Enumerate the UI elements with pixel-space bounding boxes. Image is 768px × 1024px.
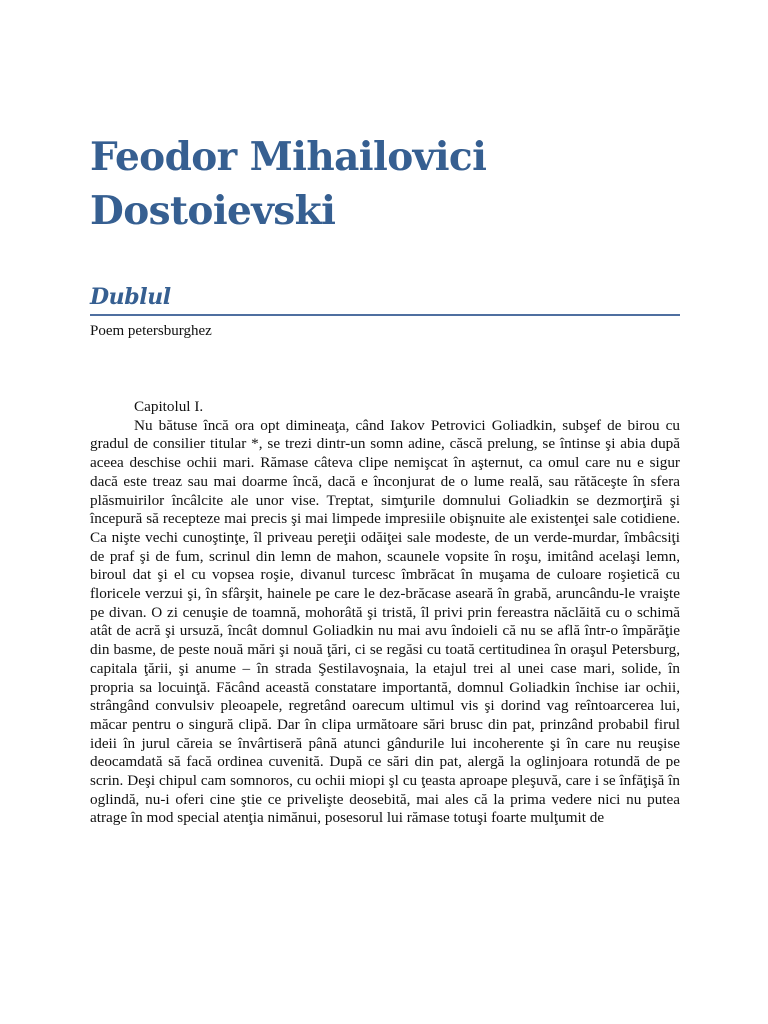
body-paragraph: Nu bătuse încă ora opt dimineaţa, când Iakov Petrovici Goliadkin, subşef de birou cu gradul de consilier titular *, se trezi dintr-un somn adine, căscă prelung, se întinse şi abia după aceea deschise ochii mari. Rămase câteva clipe nemişcat în aşternut, ca omul care nu e sigur dacă este treaz sau mai doarme încă, dacă e înconjurat de o lume reală, sau rătăceşte în sfera plăsmuirilor încâlcite ale unor vise. Treptat, simţurile domnului Goliadkin se dezmorţiră şi începură să recepteze mai precis şi mai limpede impresiile obişnuite ale existenţei sale cotidiene. Ca nişte vechi cunoştinţe, îl priveau pereţii odăiţei sale modeste, de un verde-murdar, îmbâcsiţi de praf şi de fum, scrinul din lemn de mahon, scaunele vopsite în roşu, imitând acelaşi lemn, biroul dat şi el cu vopsea roşie, divanul turcesc îmbrăcat în muşama de culoare roşietică cu floricele verzui şi, în sfârşit, hainele pe care le dez-brăcase aseară în grabă, aruncându-le vraişte pe divan. O zi cenuşie de toamnă, mohorâtă şi tristă, îl privi prin fereastra năclăită cu o schimă atât de acră şi ursuză, încât domnul Goliadkin nu mai avu îndoieli că nu se află într-o împărăţie din basme, de peste nouă mări şi nouă ţări, ci se regăsi cu toată certitudinea în oraşul Petersburg, capitala ţării, şi anume – în strada Şestilavoşnaia, la etajul trei al unei case mari, solide, în propria sa locuinţă. Făcând această constatare importantă, domnul Goliadkin închise iar ochii, strângând convulsiv pleoapele, regretând oarecum ultimul vis şi dorind vag reîntoarcerea lui, măcar pentru o singură clipă. Dar în clipa următoare sări brusc din pat, prinzând probabil firul ideii în jurul căreia se învârtiseră până atunci gândurile lui incoherente şi în care nu reuşise deocamdată să facă ordinea cuvenită. După ce sări din pat, alergă la oglinjoara rotundă de pe scrin. Deşi chipul cam somnoros, cu ochii miopi şl cu ţeasta aproape pleşuvă, care i se înfăţişă în oglindă, nu-i oferi cine ştie ce privelişte deosebită, mai ales că la prima vedere nici nu putea atrage în mod special atenţia nimănui, posesorul lui rămase totuşi foarte mulţumit de bbox=[90, 416, 680, 827]
author-heading: Feodor Mihailovici Dostoievski bbox=[90, 134, 487, 234]
title-block bbox=[90, 282, 680, 316]
book-subtitle: Poem petersburghez bbox=[90, 323, 212, 339]
body-text bbox=[90, 398, 680, 828]
book-title: Dublul bbox=[90, 284, 171, 310]
chapter-heading: Capitolul I. bbox=[134, 398, 204, 415]
